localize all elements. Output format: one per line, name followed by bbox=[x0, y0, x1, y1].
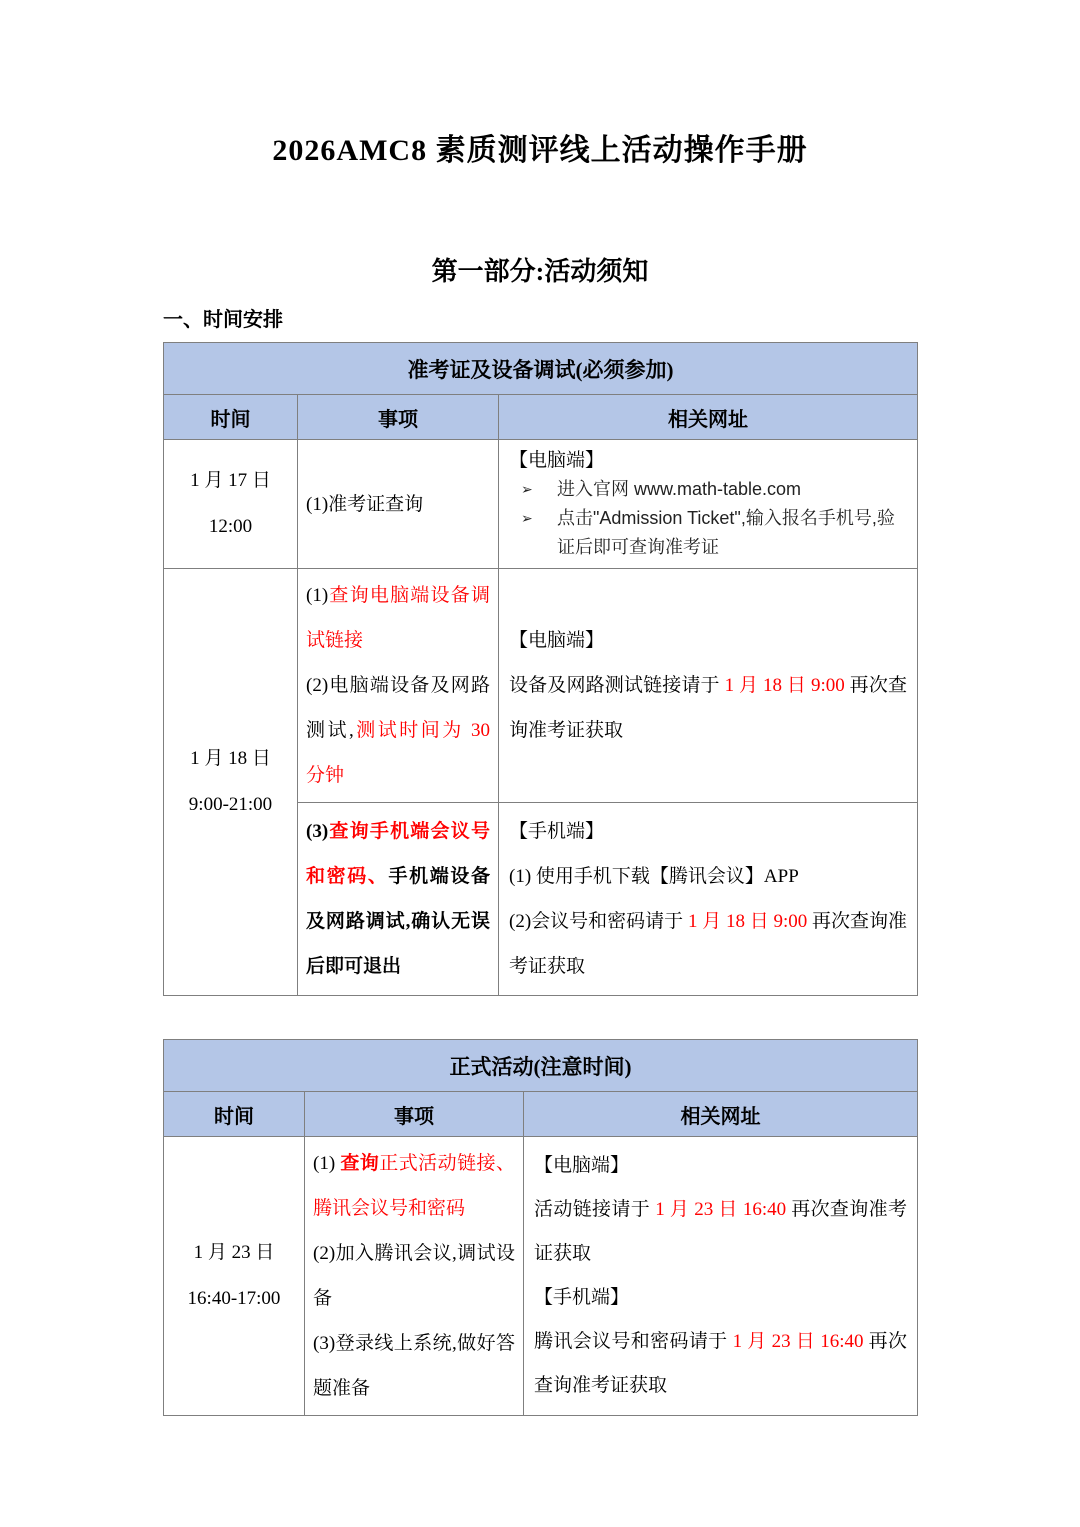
text-line: (1)查询电脑端设备调试链接 bbox=[306, 585, 490, 651]
url-cell-jan18-mobile bbox=[499, 803, 918, 996]
time-clock: 12:00 bbox=[208, 516, 253, 537]
text-line: (1) 使用手机下载【腾讯会议】APP bbox=[509, 866, 799, 887]
bullet-text: 进入官网 www.math-table.com bbox=[557, 479, 802, 499]
time-clock: 16:40-17:00 bbox=[187, 1288, 281, 1309]
platform-label: 【电脑端】 bbox=[509, 630, 605, 651]
text-line: (2)加入腾讯会议,调试设备 bbox=[313, 1243, 515, 1309]
text-line: (2)会议号和密码请于 1 月 18 日 9:00 再次查询准考证获取 bbox=[509, 911, 907, 977]
bullet-item bbox=[509, 475, 907, 504]
bullet-text: 点击"Admission Ticket",输入报名手机号,验证后即可查询准考证 bbox=[557, 508, 895, 557]
time-clock: 9:00-21:00 bbox=[188, 794, 273, 815]
subsection-heading: 一、时间安排 bbox=[163, 309, 283, 331]
item-cell-jan18-mobile bbox=[298, 803, 499, 996]
platform-label: 【手机端】 bbox=[509, 821, 605, 842]
item-cell-jan18-pc bbox=[298, 569, 499, 803]
platform-label: 【电脑端】 bbox=[509, 450, 605, 471]
table-row bbox=[164, 440, 918, 569]
text-line: (1) 查询正式活动链接、腾讯会议号和密码 bbox=[313, 1153, 515, 1219]
arrow-bullet-icon: ➢ bbox=[521, 481, 533, 497]
text-line: 设备及网路测试链接请于 1 月 18 日 9:00 再次查询准考证获取 bbox=[509, 675, 907, 741]
page-title: 2026AMC8 素质测评线上活动操作手册 bbox=[272, 134, 808, 167]
text-line: 腾讯会议号和密码请于 1 月 23 日 16:40 再次查询准考证获取 bbox=[534, 1331, 907, 1396]
table-row bbox=[164, 569, 918, 803]
table2-column-header-item: 事项 bbox=[305, 1092, 524, 1137]
section-heading: 第一部分:活动须知 bbox=[431, 257, 649, 286]
text-line: (1)准考证查询 bbox=[306, 493, 424, 515]
text-line: (3)登录线上系统,做好答题准备 bbox=[313, 1333, 515, 1399]
time-cell-jan17 bbox=[164, 440, 298, 569]
platform-label: 【手机端】 bbox=[534, 1287, 630, 1308]
item-cell-jan23 bbox=[305, 1137, 524, 1416]
table2-column-header-time: 时间 bbox=[164, 1092, 305, 1137]
platform-label: 【电脑端】 bbox=[534, 1155, 630, 1176]
table2-caption: 正式活动(注意时间) bbox=[164, 1040, 918, 1092]
table-row bbox=[164, 1137, 918, 1416]
time-cell-jan23 bbox=[164, 1137, 305, 1416]
text-line: (3)查询手机端会议号和密码、手机端设备及网路调试,确认无误后即可退出 bbox=[306, 821, 490, 977]
arrow-bullet-icon: ➢ bbox=[521, 510, 533, 526]
formal-activity-table bbox=[163, 1039, 918, 1416]
table1-caption: 准考证及设备调试(必须参加) bbox=[164, 343, 918, 395]
url-cell-jan23 bbox=[524, 1137, 918, 1416]
url-cell-jan17 bbox=[499, 440, 918, 569]
time-date: 1 月 17 日 bbox=[190, 470, 271, 491]
table1-column-header-item: 事项 bbox=[298, 395, 499, 440]
time-date: 1 月 23 日 bbox=[193, 1242, 275, 1263]
item-cell-jan17 bbox=[298, 440, 499, 569]
time-cell-jan18 bbox=[164, 569, 298, 996]
text-line: 活动链接请于 1 月 23 日 16:40 再次查询准考证获取 bbox=[534, 1199, 907, 1264]
table1-column-header-url: 相关网址 bbox=[499, 395, 918, 440]
text-line: (2)电脑端设备及网路测试,测试时间为 30 分钟 bbox=[306, 675, 490, 786]
bullet-item bbox=[509, 504, 907, 562]
table2-column-header-url: 相关网址 bbox=[524, 1092, 918, 1137]
url-cell-jan18-pc bbox=[499, 569, 918, 803]
admission-device-test-table bbox=[163, 342, 918, 996]
table1-column-header-time: 时间 bbox=[164, 395, 298, 440]
time-date: 1 月 18 日 bbox=[190, 748, 271, 769]
